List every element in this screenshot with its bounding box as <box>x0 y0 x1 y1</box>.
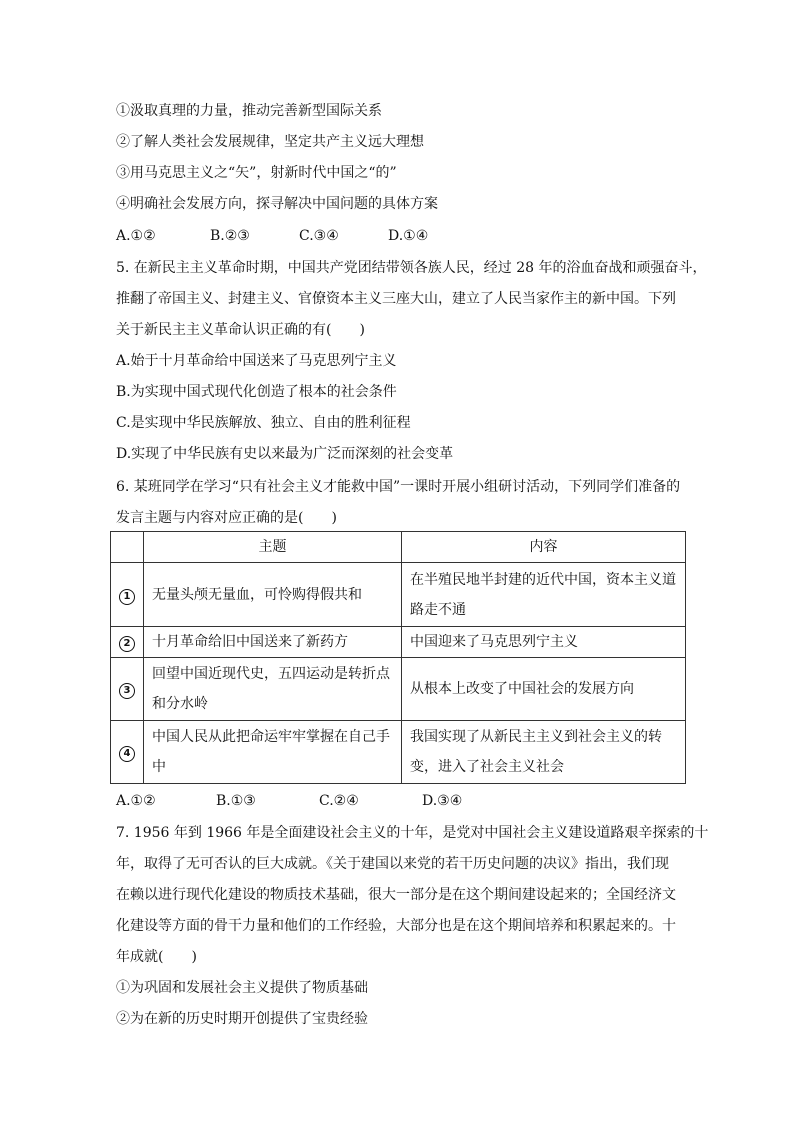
q5-stem-line-3: 关于新民主主义革命认识正确的有( ) <box>116 322 365 338</box>
q7-stem-line-5: 年成就( ) <box>116 949 197 965</box>
q7-item-2: ②为在新的历史时期开创提供了宝贵经验 <box>116 1011 368 1027</box>
q4-item-2: ②了解人类社会发展规律，坚定共产主义远大理想 <box>116 134 424 150</box>
q6-table <box>110 531 686 784</box>
row-number <box>111 563 144 627</box>
row-number <box>111 627 144 658</box>
q5-option-a[interactable]: A.始于十月革命给中国送来了马克思列宁主义 <box>116 353 397 369</box>
table-row <box>111 627 686 658</box>
q6-option-b[interactable]: B.①③ <box>216 793 256 809</box>
row-number <box>111 658 144 721</box>
content-line: 我国实现了从新民主主义到社会主义的转 <box>410 729 662 745</box>
q5-option-c[interactable]: C.是实现中华民族解放、独立、自由的胜利征程 <box>116 415 411 431</box>
topic-line: 中 <box>152 759 166 775</box>
table-row <box>111 721 686 784</box>
topic-line: 十月革命给旧中国送来了新药方 <box>152 634 348 650</box>
topic-line: 无量头颅无量血，可怜购得假共和 <box>152 586 362 603</box>
row-topic <box>144 721 402 784</box>
circled-number-icon: 1 <box>119 589 135 605</box>
content-line: 变，进入了社会主义社会 <box>410 759 564 775</box>
row-topic <box>144 563 402 627</box>
q7-stem-line-2: 年，取得了无可否认的巨大成就。《关于建国以来党的若干历史问题的决议》指出，我们现 <box>116 856 669 872</box>
q7-item-1: ①为巩固和发展社会主义提供了物质基础 <box>116 980 368 996</box>
q5-stem-line-2: 推翻了帝国主义、封建主义、官僚资本主义三座大山，建立了人民当家作主的新中国。下列 <box>116 291 676 307</box>
q4-item-4: ④明确社会发展方向，探寻解决中国问题的具体方案 <box>116 196 438 212</box>
row-number <box>111 721 144 784</box>
content-line: 中国迎来了马克思列宁主义 <box>410 634 578 650</box>
q6-header-blank <box>111 532 144 563</box>
row-topic <box>144 627 402 658</box>
topic-line: 回望中国近现代史，五四运动是转折点 <box>152 666 390 682</box>
topic-line: 中国人民从此把命运牢牢掌握在自己手 <box>152 729 390 745</box>
q6-header-content: 内容 <box>402 532 686 563</box>
topic-line: 和分水岭 <box>152 696 208 712</box>
q6-option-c[interactable]: C.②④ <box>319 793 359 809</box>
circled-number-icon: 4 <box>119 746 135 762</box>
q6-stem-line-2: 发言主题与内容对应正确的是( ) <box>116 510 337 526</box>
content-line: 从根本上改变了中国社会的发展方向 <box>410 681 634 697</box>
row-content <box>402 627 686 658</box>
q5-option-b[interactable]: B.为实现中国式现代化创造了根本的社会条件 <box>116 384 397 400</box>
q5-option-d[interactable]: D.实现了中华民族有史以来最为广泛而深刻的社会变革 <box>116 446 454 462</box>
q6-stem-line-1: 6. 某班同学在学习“只有社会主义才能救中国”一课时开展小组研讨活动，下列同学们准备的 <box>116 479 681 495</box>
q4-options <box>116 226 428 246</box>
content-line: 在半殖民地半封建的近代中国，资本主义道 <box>410 571 676 588</box>
q6-header-topic: 主题 <box>144 532 402 563</box>
q4-option-d[interactable]: D.①④ <box>388 228 429 244</box>
q6-option-a[interactable]: A.①② <box>116 793 156 809</box>
row-content <box>402 658 686 721</box>
q5-stem-line-1: 5. 在新民主主义革命时期，中国共产党团结带领各族人民，经过 28 年的浴血奋战和顽强奋斗， <box>116 260 707 276</box>
q4-option-c[interactable]: C.③④ <box>299 228 339 244</box>
row-content <box>402 563 686 627</box>
table-row <box>111 563 686 627</box>
circled-number-icon: 3 <box>119 683 135 699</box>
table-row <box>111 658 686 721</box>
content-line: 路走不通 <box>410 601 466 618</box>
q4-item-1: ①汲取真理的力量，推动完善新型国际关系 <box>116 103 382 119</box>
q4-option-a[interactable]: A.①② <box>116 228 156 244</box>
q7-stem-line-3: 在赖以进行现代化建设的物质技术基础，很大一部分是在这个期间建设起来的；全国经济文 <box>116 887 676 903</box>
q7-stem-line-1: 7. 1956 年到 1966 年是全面建设社会主义的十年，是党对中国社会主义建设道路艰辛探索的十 <box>116 825 709 841</box>
q4-option-b[interactable]: B.②③ <box>210 228 250 244</box>
q7-stem-line-4: 化建设等方面的骨干力量和他们的工作经验，大部分也是在这个期间培养和积累起来的。十 <box>116 918 676 934</box>
q6-options <box>116 791 462 811</box>
row-topic <box>144 658 402 721</box>
q6-table-header <box>111 532 686 563</box>
q6-option-d[interactable]: D.③④ <box>422 793 463 809</box>
q4-item-3: ③用马克思主义之“矢”，射新时代中国之“的” <box>116 165 397 181</box>
row-content <box>402 721 686 784</box>
circled-number-icon: 2 <box>119 636 135 652</box>
